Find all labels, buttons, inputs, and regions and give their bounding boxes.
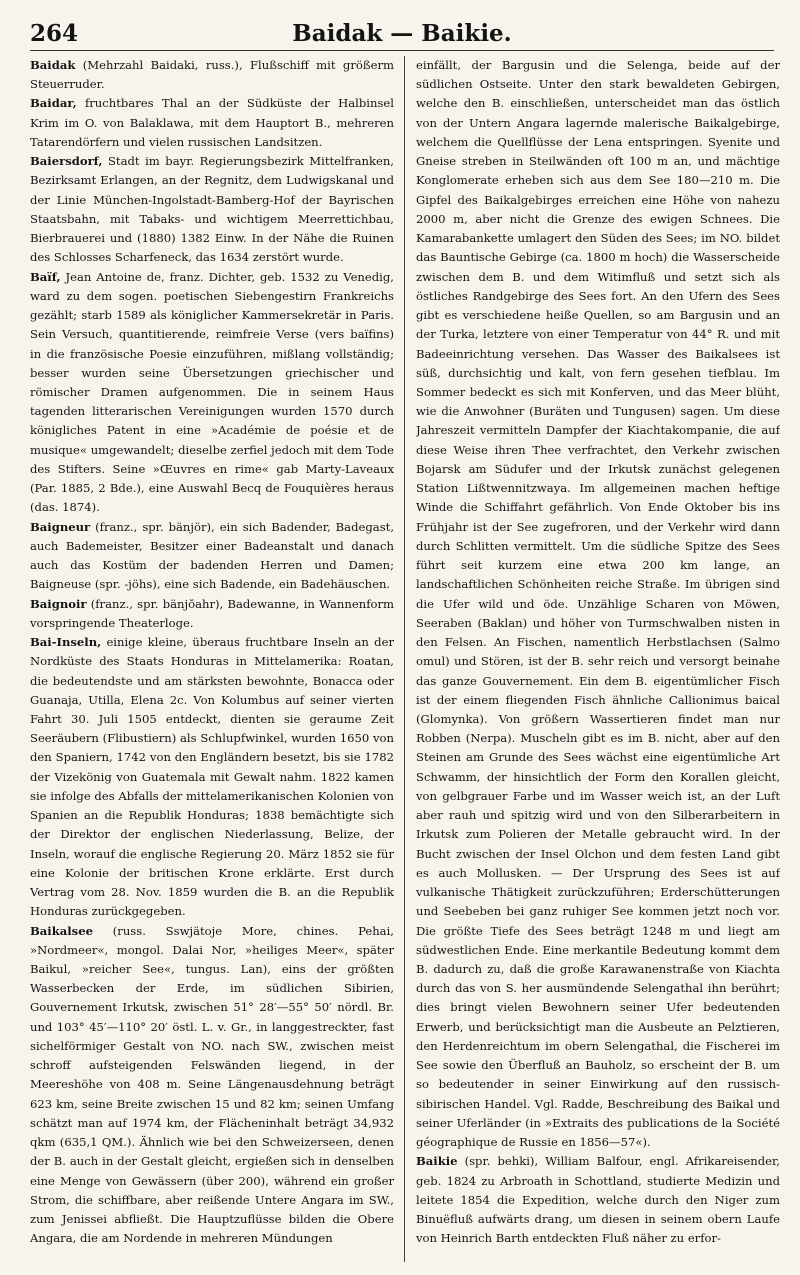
right-column — [416, 56, 780, 1268]
entry-text: (Mehrzahl Baidaki, russ.), Flußschiff mit größerm Steuerruder. — [30, 58, 394, 92]
page-header — [30, 12, 774, 51]
text-columns — [30, 56, 780, 1268]
entry-text: Jean Antoine de, franz. Dichter, geb. 1532 zu Venedig, ward zu dem sogen. poetischen Siebengestirn Frankreichs gezählt; starb 1589 als königlicher Kammersekretär in Paris. Sein Versuch, quantitierende, reimfreie Verse (vers baïfins) in die französische Poesie einzuführen, mißlang vollständig; besser wurden seine Übersetzungen griechischer und römischer Dramen aufgenommen. Die in seinem Haus tagenden litterarischen Vereinigungen wurden 1570 durch königliches Patent in eine »Académie de poésie et de musique« umgewandelt; dieselbe zerfiel jedoch mit dem Tode des Stifters. Seine »Œuvres en rime« gab Marty-Laveaux (Par. 1885, 2 Bde.), eine Auswahl Becq de Fouquières heraus (das. 1874). — [30, 269, 394, 515]
entry-text: Stadt im bayr. Regierungsbezirk Mittelfranken, Bezirksamt Erlangen, an der Regnitz, dem Ludwigskanal und der Linie München-Ingolstadt-Bamberg-Hof der Bayrischen Staatsbahn, mit Tabaks- und wichtigem Meerrettichbau, Bierbrauerei und (1880) 1382 Einw. In der Nähe die Ruinen des Schlosses Scharfeneck, das 1634 zerstört wurde. — [30, 154, 394, 265]
dictionary-entry — [30, 922, 394, 1249]
dictionary-entry — [30, 94, 394, 152]
entry-headword: Baikalsee — [30, 923, 93, 938]
entry-headword: Baidak — [30, 58, 76, 72]
entry-headword: Baïf, — [30, 269, 61, 284]
entry-headword: Baiersdorf, — [30, 154, 103, 169]
entry-text: einfällt, der Bargusin und die Selenga, beide auf der südlichen Ostseite. Unter den stark bewaldeten Gebirgen, welche den B. einschließen, unterscheidet man das östlich von der Untern Angara lagernde malerische Baikalgebirge, welchem die Quellflüsse der Lena entspringen. Syenite und Gneise streben in Steilwänden oft 100 m an, und mächtige Konglomerate erheben sich aus dem See 180—210 m. Die Gipfel des Baikalgebirges erreichen eine Höhe von nahezu 2000 m, aber nicht die Grenze des ewigen Schnees. Die Kamarabankette umlagert den Süden des Sees; im NO. bildet das Bauntische Gebirge (ca. 1800 m hoch) die Wasserscheide zwischen dem B. und dem Witimfluß und setzt sich als östliches Randgebirge des Sees fort. An den Ufern des Sees gibt es verschiedene heiße Quellen, so am Bargusin und an der Turka, letztere von einer Temperatur von 44° R. und mit Badeeinrichtung versehen. Das Wasser des Baikalsees ist süß, durchsichtig und kalt, von fern gesehen tiefblau. Im Sommer bedeckt es sich mit Konferven, und das Meer blüht, wie die Anwohner (Buräten und Tungusen) sagen. Um diese Jahreszeit vermitteln Dampfer der Kiachtakompanie, die auf diese Weise ihren Thee verfrachtet, den Verkehr zwischen Bojarsk am Südufer und der Irkutsk zunächst gelegenen Station Lißtwennitzwaya. Im allgemeinen machen heftige Winde die Schiffahrt gefährlich. Von Ende Oktober bis ins Frühjahr ist der See zugefroren, und der Verkehr wird dann durch Schlitten vermittelt. Um die südliche Spitze des Sees führt seit kurzem eine etwa 200 km lange, an landschaftlichen Schönheiten reiche Straße. Im übrigen sind die Ufer wild und öde. Unzählige Scharen von Möwen, Seeraben (Baklan) und höher von Turmschwalben nisten in den Felsen. An Fischen, namentlich Herbstlachsen (Salmo omul) und Stören, ist der B. sehr reich und versorgt beinahe das ganze Gouvernement. Ein dem B. eigentümlicher Fisch ist der einem fliegenden Fisch ähnliche Callionimus baical (Glomynka). Von größern Wassertieren findet man nur Robben (Nerpa). Muscheln gibt es im B. nicht, aber auf den Steinen am Grunde des Sees wächst eine eigentümliche Art Schwamm, der hinsichtlich der Form den Korallen gleicht, von gelbgrauer Farbe und im Wasser weich ist, an der Luft aber rauh und spitzig wird und von den Silberarbeitern in Irkutsk zum Polieren der Metalle gebraucht wird. In der Bucht zwischen der Insel Olchon und dem festen Land gibt es auch Mollusken. — Der Ursprung des Sees ist auf vulkanische Thätigkeit zurückzuführen; Erderschütterungen und Seebeben bei ganz ruhiger See kommen jetzt noch vor. Die größte Tiefe des Sees beträgt 1248 m und liegt am südwestlichen Ende. Eine merkantile Bedeutung kommt dem B. dadurch zu, daß die große Karawanenstraße von Kiachta durch das von S. her ausmündende Selengathal ihn berührt; dies bringt vielen Bewohnern seiner Ufer bedeutenden Erwerb, und berücksichtigt man die Ausbeute an Pelztieren, den Herdenreichtum im obern Selengathal, die Fischerei im See sowie den Überfluß an Bauholz, so erscheint der B. um so bedeutender in seiner Einwirkung auf den russisch-sibirischen Handel. Vgl. Radde, Beschreibung des Baikal und seiner Uferländer (in »Extraits des publications de la Société géographique de Russie en 1856—57«). — [416, 58, 780, 1150]
entry-text: (franz., spr. bänjŏahr), Badewanne, in Wannenform vorspringende Theaterloge. — [30, 596, 394, 630]
dictionary-entry — [416, 56, 780, 1152]
dictionary-entry — [30, 152, 394, 267]
entry-text: einige kleine, überaus fruchtbare Inseln an der Nordküste des Staats Honduras in Mittelamerika: Roatan, die bedeutendste und am stärksten bewohnte, Bonacca oder Guanaja, Utilla, Elena 2c. Von Kolumbus auf seiner vierten Fahrt 30. Juli 1505 entdeckt, dienten sie geraume Zeit Seeräubern (Flibustiern) als Schlupfwinkel, wurden 1650 von den Spaniern, 1742 von den Engländern besetzt, bis sie 1782 der Vizekönig von Guatemala mit Gewalt nahm. 1822 kamen sie infolge des Abfalls der mittelamerikanischen Kolonien von Spanien an die Republik Honduras; 1838 bemächtigte sich der Direktor der englischen Niederlassung, Belize, der Inseln, worauf die englische Regierung 20. März 1852 sie für eine Kolonie der britischen Krone erklärte. Erst durch Vertrag vom 28. Nov. 1859 wurden die B. an die Republik Honduras zurückgegeben. — [30, 635, 394, 919]
dictionary-entry — [30, 633, 394, 922]
entry-text: (franz., spr. bänjör), ein sich Badender, Badegast, auch Bademeister, Besitzer einer Badeanstalt und danach auch das Kostüm der badenden Herren und Damen; Baigneuse (spr. -jöhs), eine sich Badende, ein Badehäuschen. — [30, 519, 394, 592]
dictionary-entry — [30, 268, 394, 518]
entry-headword: Baidar, — [30, 96, 77, 111]
left-column — [30, 56, 394, 1268]
entry-headword: Baignoir — [30, 596, 87, 611]
dictionary-entry — [30, 595, 394, 633]
entry-headword: Bai-Inseln, — [30, 635, 102, 650]
page-number: 264 — [30, 20, 79, 47]
entry-headword: Baikie — [416, 1154, 458, 1169]
dictionary-entry — [30, 518, 394, 595]
dictionary-entry — [416, 1152, 780, 1248]
dictionary-entry — [30, 56, 394, 94]
entry-text: (spr. behki), William Balfour, engl. Afrikareisender, geb. 1824 zu Arbroath in Schottland, studierte Medizin und leitete 1854 die Expedition, welche durch den Niger zum Binuëfluß aufwärts drang, um diesen in seinem obern Laufe von Heinrich Barth entdeckten Fluß näher zu erfor- — [416, 1154, 780, 1246]
entry-text: (russ. Sswjätoje More, chines. Pehai, »Nordmeer«, mongol. Dalai Nor, »heiliges Meer«, später Baikul, »reicher See«, tungus. Lan), eins der größten Wasserbecken der Erde, im südlichen Sibirien, Gouvernement Irkutsk, zwischen 51° 28′—55° 50′ nördl. Br. und 103° 45′—110° 20′ östl. L. v. Gr., in langgestreckter, fast sichelförmiger Gestalt von NO. nach SW., zwischen meist schroff aufsteigenden Felswänden liegend, in der Meereshöhe von 408 m. Seine Längenausdehnung beträgt 623 km, seine Breite zwischen 15 und 82 km; seinen Umfang schätzt man auf 1974 km, der Flächeninhalt beträgt 34,932 qkm (635,1 QM.). Ähnlich wie bei den Schweizerseen, denen der B. auch in der Gestalt gleicht, ergießen sich in denselben eine Menge von Gewässern (über 200), während ein großer Strom, die schiffbare, aber reißende Untere Angara im SW., zum Jenissei abfließt. Die Hauptzuflüsse bilden die Obere Angara, die am Nordende in mehreren Mündungen — [30, 923, 394, 1246]
entry-headword: Baigneur — [30, 519, 91, 534]
entry-text: fruchtbares Thal an der Südküste der Halbinsel Krim im O. von Balaklawa, mit dem Hauptort B., mehreren Tatarendörfern und vielen russischen Landsitzen. — [30, 96, 394, 149]
running-title: Baidak — Baikie. — [292, 20, 512, 47]
